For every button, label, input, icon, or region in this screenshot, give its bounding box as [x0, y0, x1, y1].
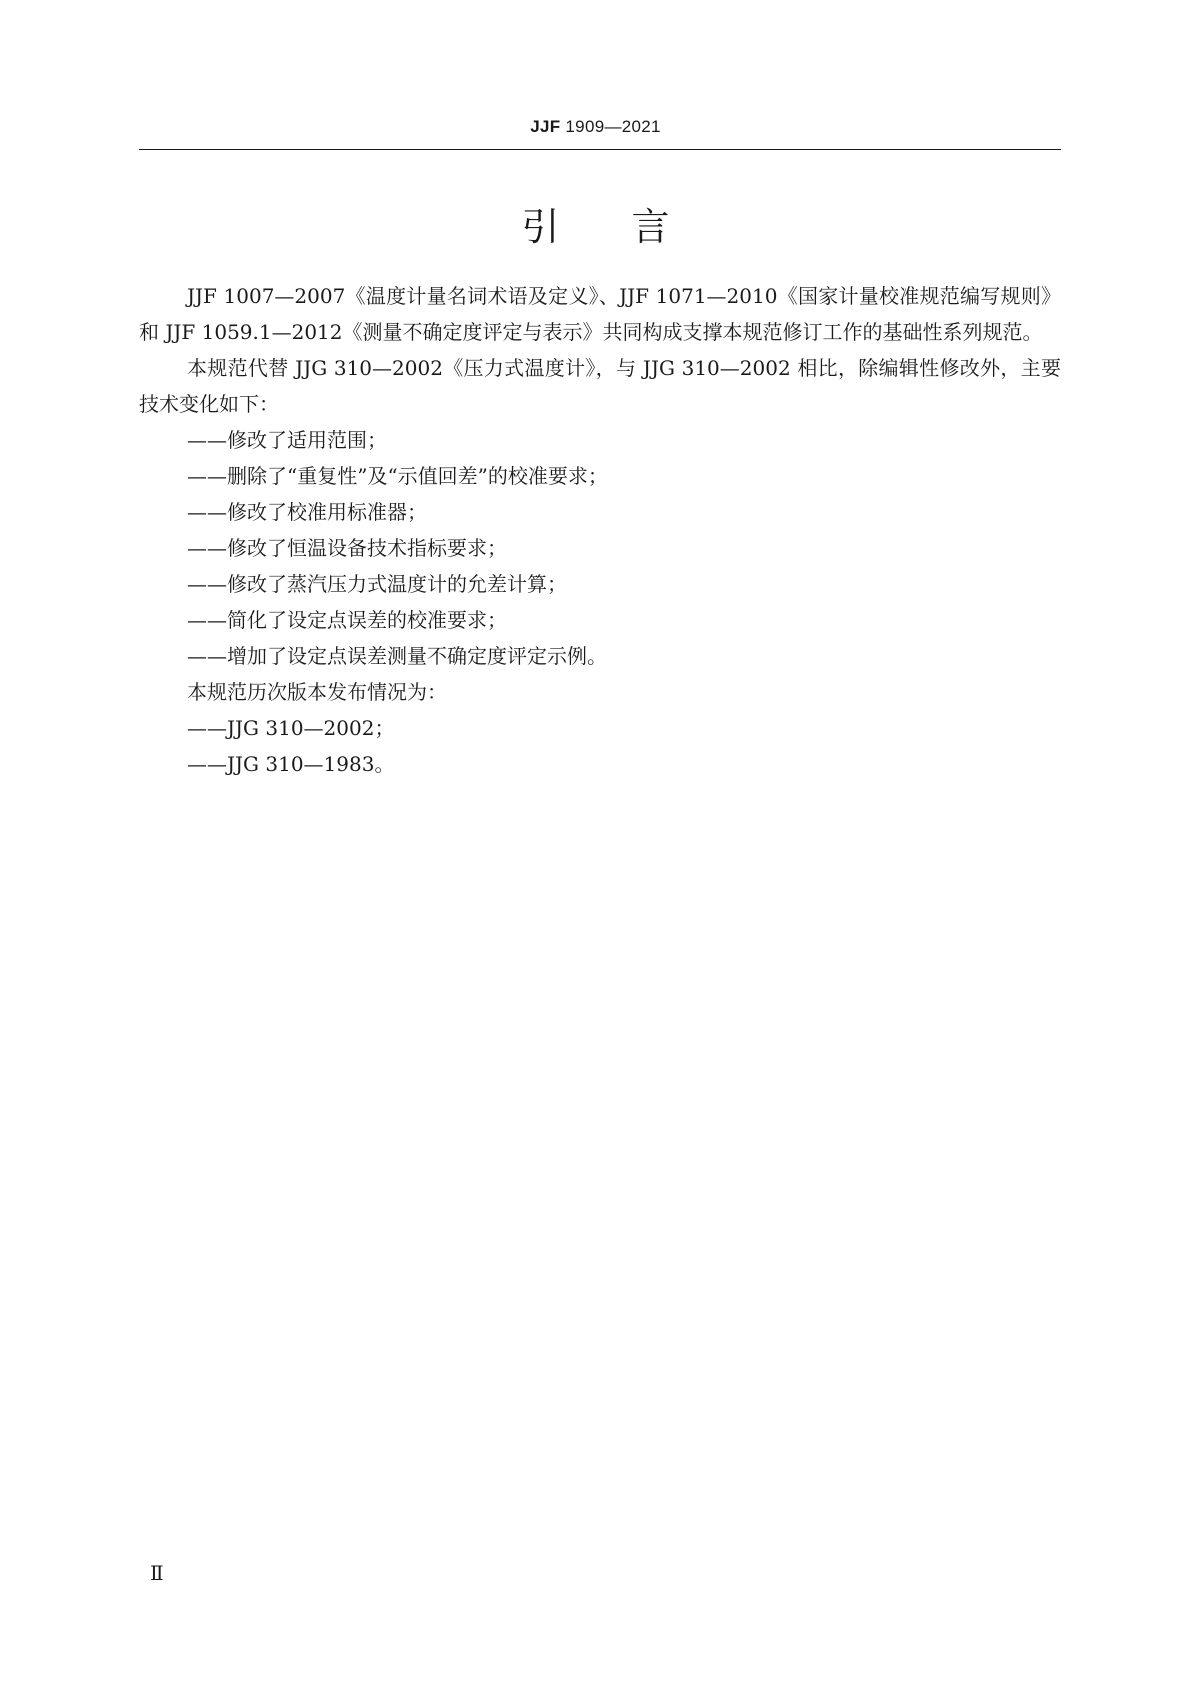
- page-title: 引言: [521, 205, 742, 249]
- page-number: Ⅱ: [150, 1561, 164, 1585]
- change-item: ——修改了校准用标准器；: [187, 500, 427, 524]
- change-item: ——修改了适用范围；: [187, 428, 387, 452]
- header-rule: [139, 149, 1061, 150]
- header-code-prefix: JJF: [530, 117, 561, 136]
- paragraph-history-intro: 本规范历次版本发布情况为：: [187, 680, 447, 704]
- change-item: ——修改了蒸汽压力式温度计的允差计算；: [187, 572, 567, 596]
- change-item: ——增加了设定点误差测量不确定度评定示例。: [187, 644, 607, 668]
- history-item: ——JJG 310—2002；: [187, 716, 395, 740]
- paragraph-basis: JJF 1007—2007《温度计量名词术语及定义》、JJF 1071—2010《国家计量校准规范编写规则》和 JJF 1059.1—2012《测量不确定度评定与表示》共同构成支撑本规范修订工作的基础性系列规范。: [139, 284, 1061, 344]
- change-item: ——删除了“重复性”及“示值回差”的校准要求；: [187, 464, 608, 488]
- change-item: ——修改了恒温设备技术指标要求；: [187, 536, 507, 560]
- change-item: ——简化了设定点误差的校准要求；: [187, 608, 507, 632]
- running-header: [0, 117, 1191, 137]
- paragraph-replacement: 本规范代替 JJG 310—2002《压力式温度计》，与 JJG 310—2002 相比，除编辑性修改外，主要技术变化如下：: [139, 356, 1061, 416]
- history-item: ——JJG 310—1983。: [187, 752, 395, 776]
- main-text: [139, 278, 1061, 782]
- header-code-number: 1909—2021: [560, 117, 661, 136]
